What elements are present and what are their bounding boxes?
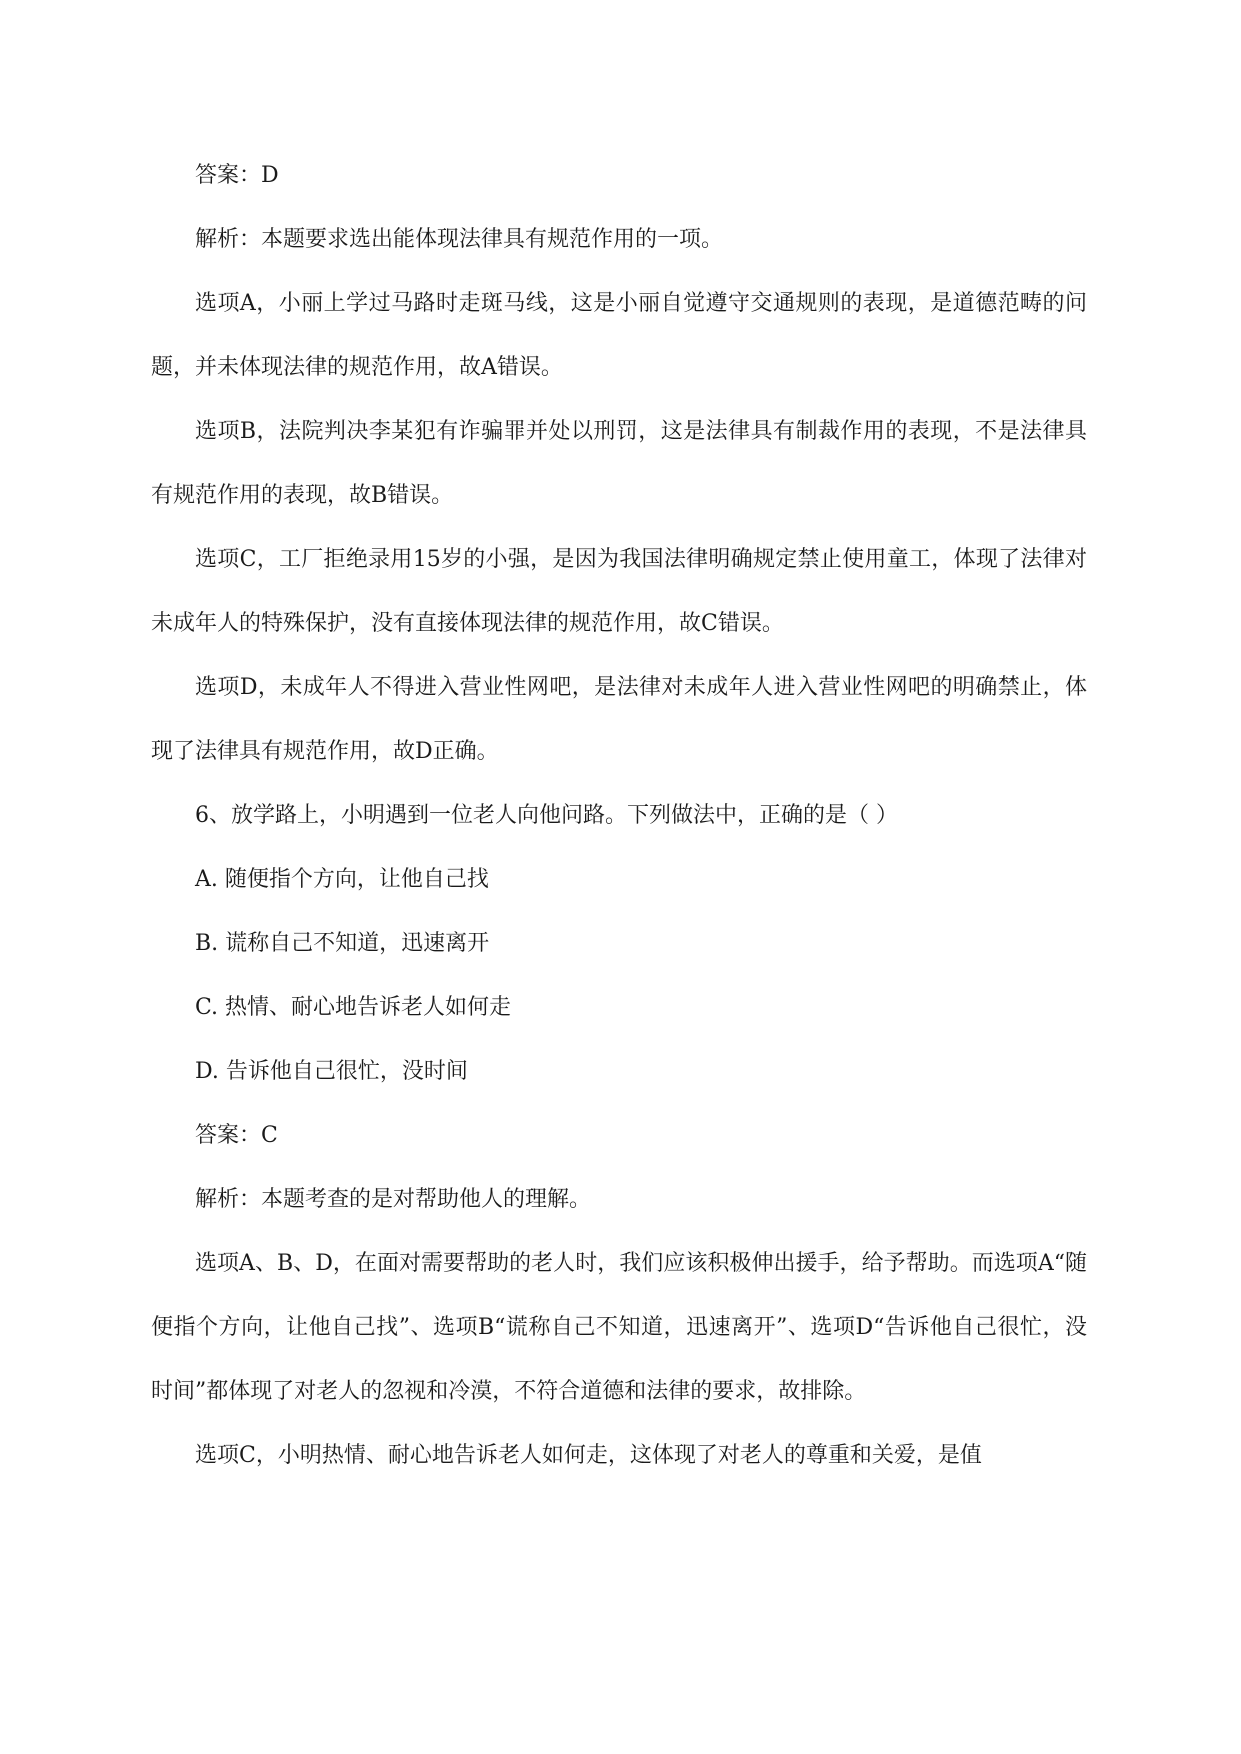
analysis-intro: 解析：本题考查的是对帮助他人的理解。 (195, 1187, 592, 1212)
answer-line: 答案：C (195, 1123, 278, 1148)
choice-c: C. 热情、耐心地告诉老人如何走 (195, 995, 512, 1020)
analysis-intro: 解析：本题要求选出能体现法律具有规范作用的一项。 (195, 227, 724, 252)
analysis-option-c: 选项C，小明热情、耐心地告诉老人如何走，这体现了对老人的尊重和关爱，是值 (195, 1443, 982, 1468)
question-6: 6、放学路上，小明遇到一位老人向他问路。下列做法中，正确的是（ ） (195, 803, 898, 828)
analysis-option-b: 选项B，法院判决李某犯有诈骗罪并处以刑罚，这是法律具有制裁作用的表现，不是法律具有规范作用的表现，故B错误。 (151, 419, 1087, 508)
document-body (151, 144, 1087, 1488)
analysis-option-d: 选项D，未成年人不得进入营业性网吧，是法律对未成年人进入营业性网吧的明确禁止，体现了法律具有规范作用，故D正确。 (151, 675, 1087, 764)
answer-line: 答案：D (195, 163, 279, 188)
analysis-option-c: 选项C，工厂拒绝录用15岁的小强，是因为我国法律明确规定禁止使用童工，体现了法律对未成年人的特殊保护，没有直接体现法律的规范作用，故C错误。 (151, 547, 1087, 636)
choice-b: B. 谎称自己不知道，迅速离开 (195, 931, 490, 956)
choice-d: D. 告诉他自己很忙，没时间 (195, 1059, 468, 1084)
analysis-option-a: 选项A，小丽上学过马路时走斑马线，这是小丽自觉遵守交通规则的表现，是道德范畴的问题，并未体现法律的规范作用，故A错误。 (151, 291, 1087, 380)
analysis-options-abd: 选项A、B、D，在面对需要帮助的老人时，我们应该积极伸出援手，给予帮助。而选项A“随便指个方向，让他自己找”、选项B“谎称自己不知道，迅速离开”、选项D“告诉他自己很忙，没时间”都体现了对老人的忽视和冷漠，不符合道德和法律的要求，故排除。 (151, 1251, 1087, 1404)
choice-a: A. 随便指个方向，让他自己找 (195, 867, 489, 892)
